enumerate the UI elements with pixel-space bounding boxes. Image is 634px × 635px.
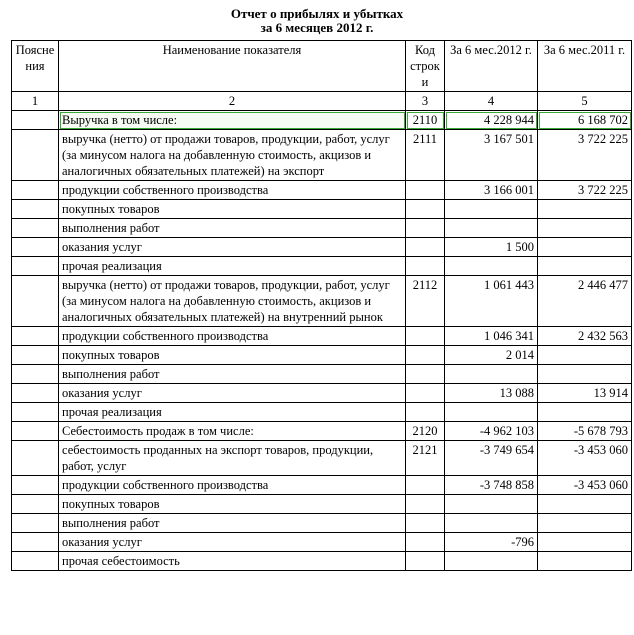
table-row	[12, 181, 632, 200]
cell-value-2011	[538, 346, 632, 365]
column-number: 1	[12, 92, 59, 111]
cell-value-2012	[445, 403, 538, 422]
cell-line-code	[406, 384, 445, 403]
cell-explanation	[12, 403, 59, 422]
cell-value-2012: 3 166 001	[445, 181, 538, 200]
report-title-line1: Отчет о прибылях и убытках	[230, 6, 404, 21]
cell-indicator-name: покупных товаров	[59, 200, 406, 219]
cell-line-code	[406, 533, 445, 552]
table-header-row	[12, 41, 632, 92]
cell-indicator-name: Выручка в том числе:	[59, 111, 406, 130]
cell-line-code	[406, 200, 445, 219]
cell-value-2012	[445, 200, 538, 219]
table-row	[12, 514, 632, 533]
cell-line-code: 2121	[406, 441, 445, 476]
cell-indicator-name: покупных товаров	[59, 346, 406, 365]
table-row	[12, 200, 632, 219]
cell-explanation	[12, 200, 59, 219]
table-row	[12, 384, 632, 403]
table-row	[12, 257, 632, 276]
report-title-line2: за 6 месяцев 2012 г.	[260, 20, 374, 35]
cell-value-2011: 3 722 225	[538, 130, 632, 181]
cell-value-2012: 1 061 443	[445, 276, 538, 327]
cell-explanation	[12, 441, 59, 476]
cell-value-2012: 1 500	[445, 238, 538, 257]
cell-line-code	[406, 552, 445, 571]
cell-explanation	[12, 130, 59, 181]
cell-indicator-name: выполнения работ	[59, 514, 406, 533]
table-row	[12, 276, 632, 327]
cell-line-code	[406, 365, 445, 384]
cell-value-2011	[538, 552, 632, 571]
cell-explanation	[12, 219, 59, 238]
cell-explanation	[12, 365, 59, 384]
cell-value-2011	[538, 200, 632, 219]
table-row	[12, 533, 632, 552]
cell-indicator-name: себестоимость проданных на экспорт товаров, продукции, работ, услуг	[59, 441, 406, 476]
cell-line-code	[406, 327, 445, 346]
cell-value-2011	[538, 238, 632, 257]
cell-value-2012	[445, 257, 538, 276]
cell-value-2012: -796	[445, 533, 538, 552]
cell-value-2011	[538, 495, 632, 514]
column-number: 5	[538, 92, 632, 111]
table-row	[12, 346, 632, 365]
cell-value-2011: -3 453 060	[538, 441, 632, 476]
cell-value-2011	[538, 257, 632, 276]
cell-indicator-name: покупных товаров	[59, 495, 406, 514]
cell-indicator-name: выполнения работ	[59, 219, 406, 238]
cell-line-code	[406, 219, 445, 238]
table-row	[12, 365, 632, 384]
cell-explanation	[12, 552, 59, 571]
cell-line-code	[406, 346, 445, 365]
cell-explanation	[12, 181, 59, 200]
cell-value-2011: 2 446 477	[538, 276, 632, 327]
column-number-row	[12, 92, 632, 111]
cell-value-2012: -3 748 858	[445, 476, 538, 495]
cell-explanation	[12, 384, 59, 403]
table-row	[12, 219, 632, 238]
cell-explanation	[12, 111, 59, 130]
header-line-code: Код строк и	[406, 41, 445, 92]
cell-line-code	[406, 476, 445, 495]
cell-value-2012	[445, 552, 538, 571]
cell-explanation	[12, 476, 59, 495]
cell-indicator-name: оказания услуг	[59, 384, 406, 403]
report-table	[11, 40, 632, 571]
table-row	[12, 111, 632, 130]
cell-line-code	[406, 514, 445, 533]
cell-line-code: 2111	[406, 130, 445, 181]
cell-line-code	[406, 181, 445, 200]
cell-value-2012	[445, 365, 538, 384]
header-explanations: Поясне ния	[12, 41, 59, 92]
cell-indicator-name: оказания услуг	[59, 533, 406, 552]
cell-value-2012: 3 167 501	[445, 130, 538, 181]
table-row	[12, 476, 632, 495]
cell-line-code: 2112	[406, 276, 445, 327]
cell-indicator-name: оказания услуг	[59, 238, 406, 257]
cell-indicator-name: продукции собственного производства	[59, 181, 406, 200]
cell-value-2011	[538, 403, 632, 422]
cell-value-2012: 2 014	[445, 346, 538, 365]
cell-line-code	[406, 238, 445, 257]
table-row	[12, 403, 632, 422]
cell-indicator-name: прочая себестоимость	[59, 552, 406, 571]
cell-value-2012: -3 749 654	[445, 441, 538, 476]
cell-value-2011: 3 722 225	[538, 181, 632, 200]
cell-value-2012: 4 228 944	[445, 111, 538, 130]
cell-indicator-name: продукции собственного производства	[59, 476, 406, 495]
cell-value-2012	[445, 495, 538, 514]
cell-line-code	[406, 257, 445, 276]
header-period-2011: За 6 мес.2011 г.	[538, 41, 632, 92]
cell-explanation	[12, 422, 59, 441]
cell-explanation	[12, 346, 59, 365]
cell-explanation	[12, 495, 59, 514]
cell-indicator-name: выручка (нетто) от продажи товаров, продукции, работ, услуг (за минусом налога на добавленную стоимость, акцизов и аналогичных обязательных платежей) на экспорт	[59, 130, 406, 181]
cell-value-2011: -5 678 793	[538, 422, 632, 441]
cell-value-2011: 6 168 702	[538, 111, 632, 130]
cell-indicator-name: продукции собственного производства	[59, 327, 406, 346]
cell-value-2012: 13 088	[445, 384, 538, 403]
table-row	[12, 238, 632, 257]
cell-value-2012: 1 046 341	[445, 327, 538, 346]
cell-value-2012: -4 962 103	[445, 422, 538, 441]
cell-value-2011	[538, 533, 632, 552]
header-period-2012: За 6 мес.2012 г.	[445, 41, 538, 92]
table-row	[12, 441, 632, 476]
column-number: 4	[445, 92, 538, 111]
table-row	[12, 552, 632, 571]
cell-line-code	[406, 495, 445, 514]
cell-line-code	[406, 403, 445, 422]
cell-indicator-name: прочая реализация	[59, 403, 406, 422]
table-row	[12, 422, 632, 441]
cell-value-2011	[538, 365, 632, 384]
cell-indicator-name: прочая реализация	[59, 257, 406, 276]
header-indicator-name: Наименование показателя	[59, 41, 406, 92]
column-number: 3	[406, 92, 445, 111]
cell-explanation	[12, 257, 59, 276]
cell-explanation	[12, 276, 59, 327]
cell-explanation	[12, 533, 59, 552]
column-number: 2	[59, 92, 406, 111]
cell-explanation	[12, 514, 59, 533]
cell-indicator-name: Себестоимость продаж в том числе:	[59, 422, 406, 441]
cell-line-code: 2120	[406, 422, 445, 441]
cell-indicator-name: выполнения работ	[59, 365, 406, 384]
table-row	[12, 130, 632, 181]
cell-value-2011: 2 432 563	[538, 327, 632, 346]
table-row	[12, 327, 632, 346]
cell-line-code: 2110	[406, 111, 445, 130]
cell-value-2011: -3 453 060	[538, 476, 632, 495]
cell-value-2011	[538, 219, 632, 238]
report-title	[0, 7, 634, 35]
cell-explanation	[12, 238, 59, 257]
cell-explanation	[12, 327, 59, 346]
cell-indicator-name: выручка (нетто) от продажи товаров, продукции, работ, услуг (за минусом налога на добавленную стоимость, акцизов и аналогичных обязательных платежей) на внутренний рынок	[59, 276, 406, 327]
cell-value-2011	[538, 514, 632, 533]
cell-value-2012	[445, 514, 538, 533]
table-row	[12, 495, 632, 514]
cell-value-2011: 13 914	[538, 384, 632, 403]
cell-value-2012	[445, 219, 538, 238]
